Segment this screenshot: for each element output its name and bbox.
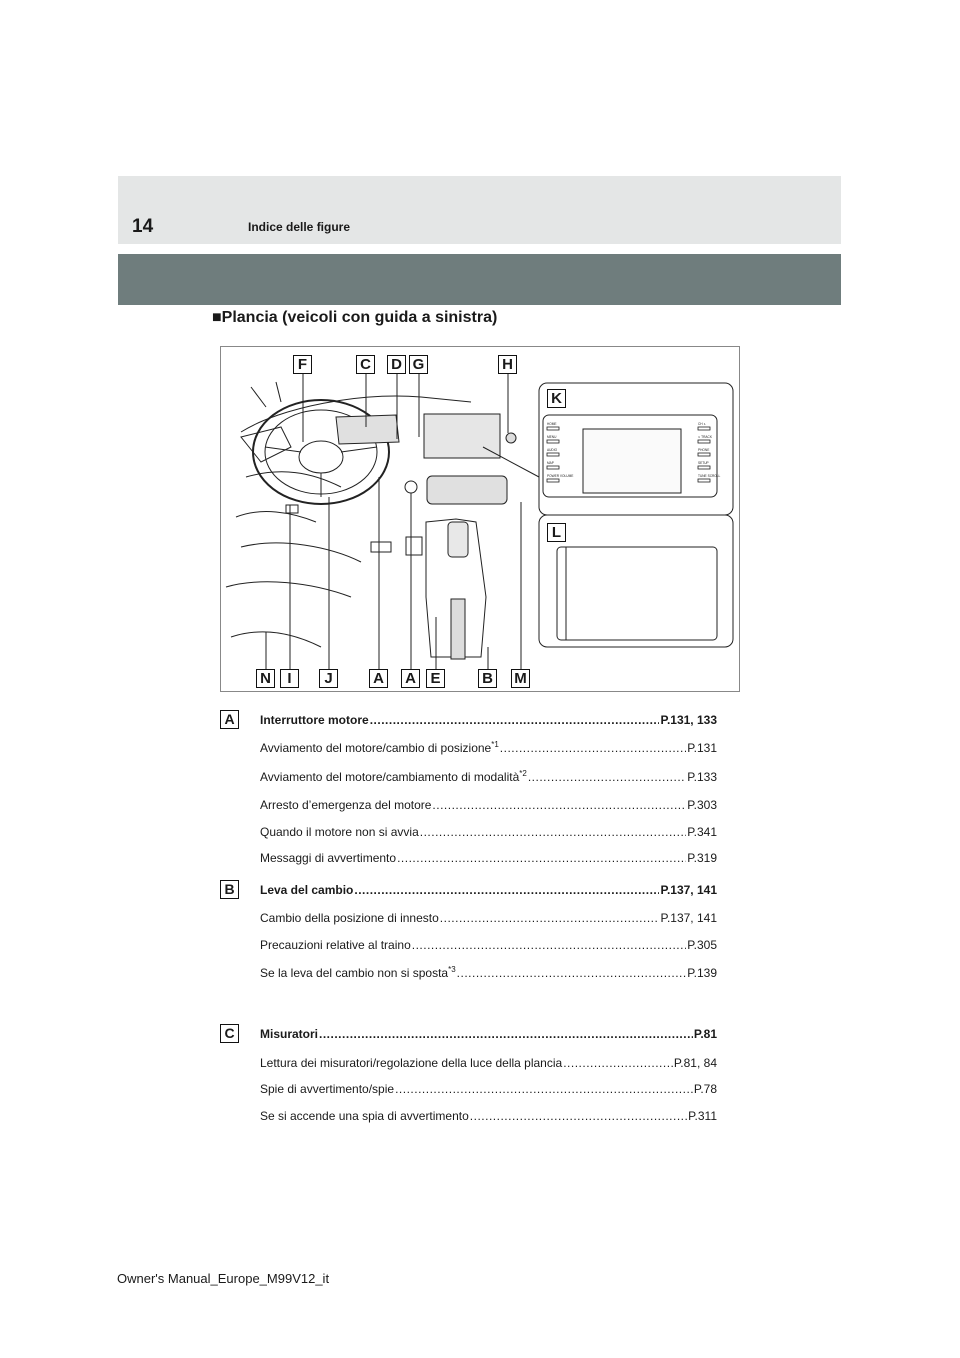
audio-button-menu-label: MENU: [547, 435, 557, 439]
audio-button-power-volume-label: POWER VOLUME: [547, 474, 574, 478]
callout-l: L: [547, 523, 566, 542]
audio-button-phone-label: PHONE: [698, 448, 710, 452]
entry-main-page: P.81: [693, 1027, 717, 1041]
sub-page: P.78: [693, 1082, 717, 1096]
entry-main-row: [260, 1027, 717, 1041]
entry-letter: B: [220, 880, 239, 899]
callout-g: G: [409, 355, 428, 374]
callout-d: D: [387, 355, 406, 374]
page-header: [118, 176, 841, 244]
entry-main-row: [260, 713, 717, 727]
dashboard-figure: [220, 346, 740, 692]
header-band: [118, 254, 841, 305]
callout-j: J: [319, 669, 338, 688]
footnote-ref: *3: [448, 966, 456, 974]
callout-h: H: [498, 355, 517, 374]
audio-button-home-label: HOME: [547, 422, 557, 426]
sub-label: Arresto d’emergenza del motore: [260, 798, 432, 812]
sub-page: P.139: [687, 966, 717, 980]
entry-main-row: [260, 883, 717, 897]
callout-f: F: [293, 355, 312, 374]
audio-button-audio-label: AUDIO: [547, 448, 558, 452]
sub-row: [260, 798, 717, 812]
sub-page: P.305: [687, 938, 717, 952]
entry-main-label: Interruttore motore: [260, 713, 369, 727]
sub-row: [260, 911, 717, 925]
sub-page: P.133: [687, 770, 717, 784]
entry-letter: A: [220, 710, 239, 729]
sub-row: [260, 825, 717, 839]
audio-button-setup-label: SETUP: [698, 461, 709, 465]
callout-c: C: [356, 355, 375, 374]
sub-page: P.81, 84: [673, 1056, 717, 1070]
sub-row: [260, 1082, 717, 1096]
dashboard-illustration: [221, 347, 741, 693]
entry-main-label: Misuratori: [260, 1027, 319, 1041]
entry-letter: C: [220, 1024, 239, 1043]
callout-a: A: [369, 669, 388, 688]
sub-row: [260, 938, 717, 952]
audio-button-map-label: MAP: [547, 461, 554, 465]
audio-button-tune-scroll-label: TUNE SCROLL: [698, 474, 721, 478]
sub-row: [260, 770, 717, 784]
callout-i: I: [280, 669, 299, 688]
sub-label: Cambio della posizione di innesto: [260, 911, 439, 925]
sub-row: [260, 1056, 717, 1070]
audio-button-ch-label: CH ∧: [698, 422, 706, 426]
sub-label: Lettura dei misuratori/regolazione della luce della plancia: [260, 1056, 563, 1070]
sub-label: Avviamento del motore/cambiamento di modalità: [260, 770, 520, 784]
sub-row: [260, 966, 717, 980]
sub-page: P.303: [687, 798, 717, 812]
callout-m: M: [511, 669, 530, 688]
callout-n: N: [256, 669, 275, 688]
sub-label: Quando il motore non si avvia: [260, 825, 419, 839]
sub-page: P.319: [687, 851, 717, 865]
entry-main-page: P.131, 133: [660, 713, 717, 727]
callout-b: B: [478, 669, 497, 688]
page-number: 14: [132, 216, 154, 237]
callout-e: E: [426, 669, 445, 688]
sub-label: Avviamento del motore/cambio di posizione: [260, 741, 492, 755]
sub-row: [260, 1109, 717, 1123]
sub-label: Precauzioni relative al traino: [260, 938, 411, 952]
page-title: Indice delle figure: [248, 220, 351, 234]
entry-main-page: P.137, 141: [660, 883, 717, 897]
callout-k: K: [547, 389, 566, 408]
sub-label: Messaggi di avvertimento: [260, 851, 397, 865]
sub-page: P.341: [687, 825, 717, 839]
sub-page: P.311: [688, 1109, 717, 1123]
entry-main-label: Leva del cambio: [260, 883, 354, 897]
footnote-ref: *1: [491, 741, 499, 749]
section-title: ■Plancia (veicoli con guida a sinistra): [212, 309, 498, 326]
footnote-ref: *2: [519, 770, 527, 778]
sub-page: P.131: [687, 741, 717, 755]
audio-button-track-label: ∨ TRACK: [698, 435, 712, 439]
sub-row: [260, 741, 717, 755]
sub-row: [260, 851, 717, 865]
footer-text: Owner's Manual_Europe_M99V12_it: [117, 1271, 330, 1286]
sub-page: P.137, 141: [660, 911, 717, 925]
sub-label: Spie di avvertimento/spie: [260, 1082, 395, 1096]
sub-label: Se si accende una spia di avvertimento: [260, 1109, 469, 1123]
sub-label: Se la leva del cambio non si sposta: [260, 966, 449, 980]
callout-a-second: A: [401, 669, 420, 688]
